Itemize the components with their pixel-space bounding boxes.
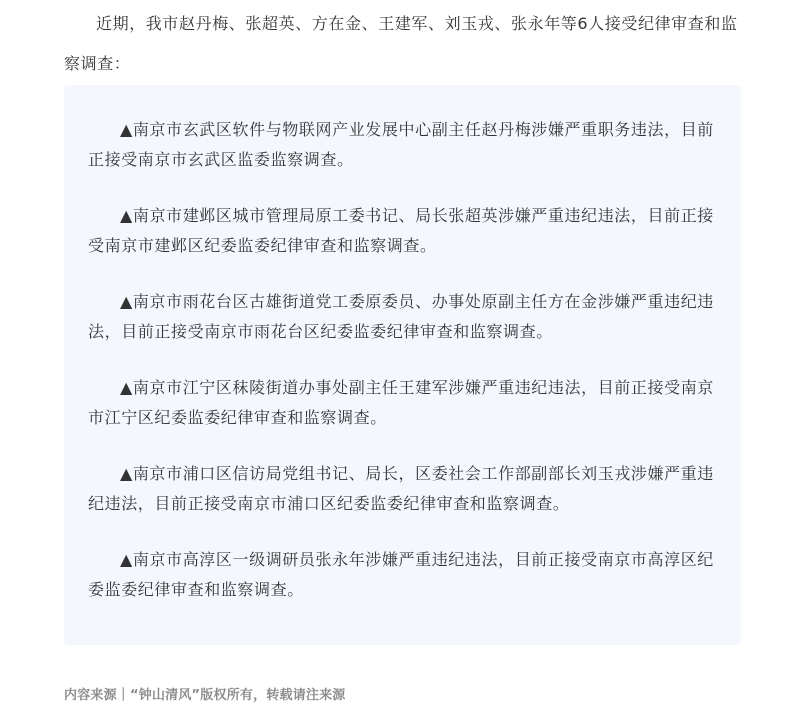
case-item xyxy=(88,545,717,605)
triangle-marker-icon: ▲ xyxy=(120,292,133,311)
case-item xyxy=(88,373,717,433)
triangle-marker-icon: ▲ xyxy=(120,378,133,397)
case-text: 南京市江宁区秣陵街道办事处副主任王建军涉嫌严重违纪违法，目前正接受南京市江宁区纪委监委纪律审查和监察调查。 xyxy=(88,378,714,427)
triangle-marker-icon: ▲ xyxy=(120,550,133,569)
case-item xyxy=(88,201,717,261)
case-text: 南京市玄武区软件与物联网产业发展中心副主任赵丹梅涉嫌严重职务违法，目前正接受南京市玄武区监委监察调查。 xyxy=(88,120,714,169)
case-text: 南京市高淳区一级调研员张永年涉嫌严重违纪违法，目前正接受南京市高淳区纪委监委纪律审查和监察调查。 xyxy=(88,550,714,599)
case-item xyxy=(88,287,717,347)
triangle-marker-icon: ▲ xyxy=(120,206,133,225)
case-item xyxy=(88,459,717,519)
source-footer: 内容来源｜“钟山清风”版权所有，转载请注来源 xyxy=(64,688,346,703)
case-text: 南京市浦口区信访局党组书记、局长，区委社会工作部副部长刘玉戎涉嫌严重违纪违法，目前正接受南京市浦口区纪委监委纪律审查和监察调查。 xyxy=(88,464,714,513)
triangle-marker-icon: ▲ xyxy=(120,120,133,139)
case-text: 南京市雨花台区古雄街道党工委原委员、办事处原副主任方在金涉嫌严重违纪违法，目前正接受南京市雨花台区纪委监委纪律审查和监察调查。 xyxy=(88,292,714,341)
intro-paragraph: 近期，我市赵丹梅、张超英、方在金、王建军、刘玉戎、张永年等6人接受纪律审查和监察调查： xyxy=(64,14,738,73)
triangle-marker-icon: ▲ xyxy=(120,464,133,483)
case-list-box xyxy=(64,85,741,645)
case-item xyxy=(88,115,717,175)
case-text: 南京市建邺区城市管理局原工委书记、局长张超英涉嫌严重违纪违法，目前正接受南京市建邺区纪委监委纪律审查和监察调查。 xyxy=(88,206,714,255)
